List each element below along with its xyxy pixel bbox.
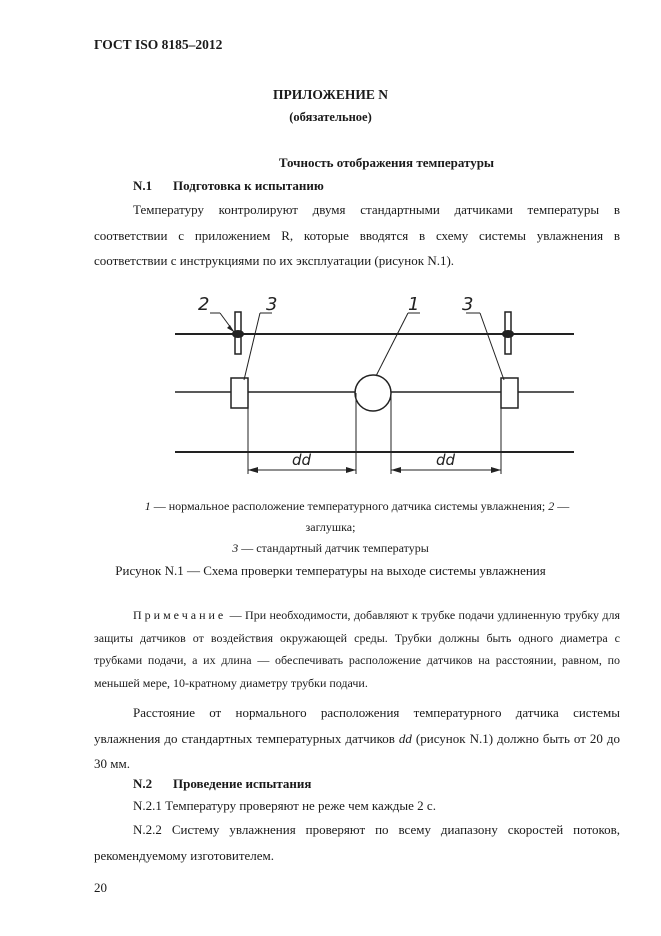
subsection-heading-n2	[133, 776, 311, 792]
paragraph-distance	[94, 700, 620, 777]
note-label: Примечание	[133, 608, 227, 622]
label-dd-right: dd	[436, 451, 456, 469]
subsection-title: Подготовка к испытанию	[173, 178, 324, 193]
arrow-left-a	[248, 467, 258, 473]
normal-sensor-circle	[355, 375, 391, 411]
label-1: 1	[408, 294, 420, 315]
section-title: Точность отображения температуры	[278, 155, 495, 170]
distance-dd: dd	[398, 730, 412, 746]
arrow-left-b	[346, 467, 356, 473]
distance-text-b: (рисунок N.1) должно быть от 20 до 30 мм.	[94, 730, 620, 771]
legend-line-3	[0, 541, 661, 556]
arrow-right-b	[491, 467, 501, 473]
leader-1	[376, 313, 408, 376]
paragraph-preparation: Температуру контролируют двумя стандартными датчиками температуры в соответствии с приложением R, которые вводятся в схему системы увлажнения в соответствии с инструкциями по их эксплуатации (рисунок N.1).	[94, 202, 620, 268]
figure-title: Рисунок N.1 — Схема проверки температуры на выходе системы увлажнения	[115, 563, 546, 578]
leader-3b	[480, 313, 504, 380]
legend-num-1: 1	[144, 499, 151, 513]
document-header: ГОСТ ISO 8185–2012	[94, 37, 223, 52]
legend-line-1	[94, 499, 620, 514]
appendix-subtitle: (обязательное)	[289, 110, 372, 124]
leader-2-arrow	[227, 325, 234, 332]
legend-text-2: —	[554, 499, 570, 513]
legend-num-2: 2	[548, 499, 555, 513]
subsection-title: Проведение испытания	[173, 776, 312, 791]
figure-n1-diagram	[170, 292, 580, 477]
standard-sensor-left	[231, 378, 248, 408]
paragraph-n2-2: N.2.2 Систему увлажнения проверяют по всему диапазону скоростей потоков, рекомендуемому изготовителем.	[94, 822, 620, 863]
subsection-number: N.1	[133, 178, 153, 193]
legend-text-1: — нормальное расположение температурного датчика системы увлажнения;	[150, 499, 549, 513]
legend-line-2: заглушка;	[305, 520, 356, 534]
arrow-right-a	[391, 467, 401, 473]
leader-3a	[244, 313, 260, 380]
legend-num-3: 3	[232, 541, 239, 555]
appendix-title: ПРИЛОЖЕНИЕ N	[273, 87, 388, 102]
plug-right-joint	[502, 330, 514, 338]
subsection-number: N.2	[133, 776, 153, 791]
paragraph-n2-1: N.2.1 Температуру проверяют не реже чем каждые 2 с.	[133, 798, 436, 813]
subsection-heading-n1	[133, 178, 324, 194]
label-dd-left: dd	[292, 451, 312, 469]
label-3b: 3	[462, 294, 474, 315]
label-2: 2	[198, 294, 210, 315]
note-text: — При необходимости, добавляют к трубке подачи удлиненную трубку для защиты датчиков от воздействия окружающей среды. Трубки должны быть одного диаметра с трубками подачи, а их длина — обеспечивать расположение датчиков на расстоянии, равном, по меньшей мере, 10-кратному диаметру трубки подачи.	[94, 608, 620, 690]
standard-sensor-right	[501, 378, 518, 408]
legend-text-3: — стандартный датчик температуры	[238, 541, 429, 555]
label-3a: 3	[266, 294, 278, 315]
distance-text-a: Расстояние от нормального расположения температурного датчика системы увлажнения до стандартных температурных датчиков	[94, 705, 620, 746]
page-number: 20	[94, 880, 107, 895]
note-paragraph	[94, 604, 620, 694]
